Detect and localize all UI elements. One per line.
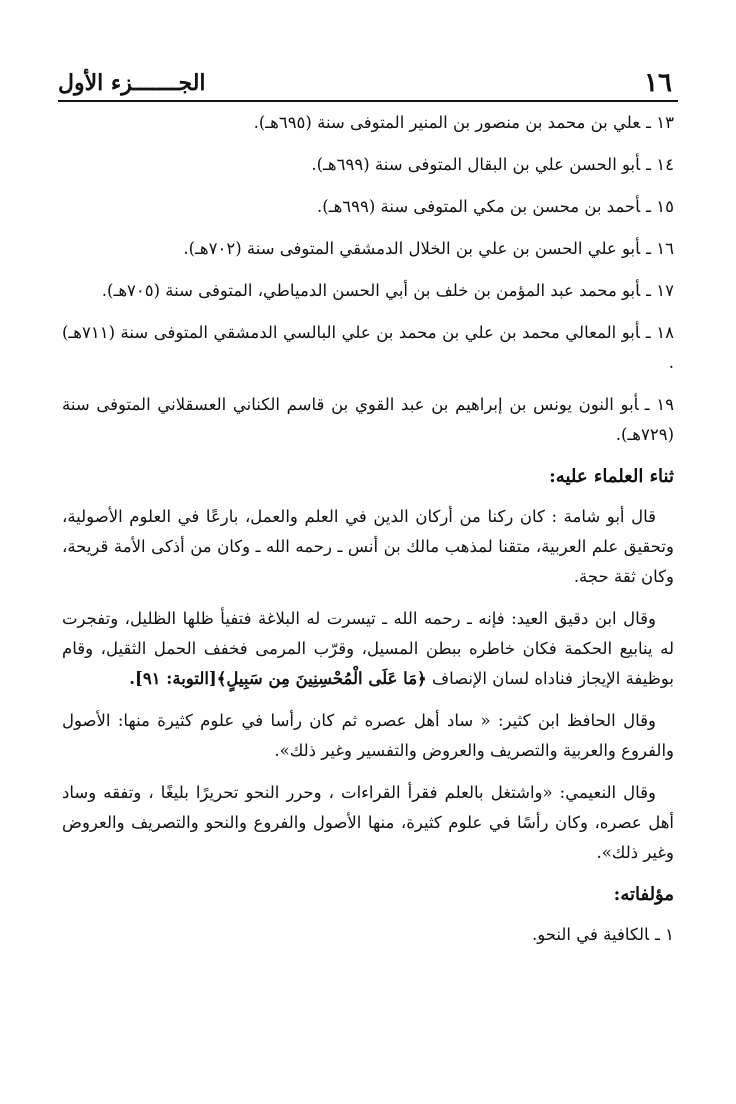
praise-heading: ثناء العلماء عليه: [549, 466, 674, 487]
page-body [62, 108, 674, 962]
entry-number: ١ ـ [655, 925, 674, 944]
entry-text: أبو علي الحسن بن علي بن الخلال الدمشقي المتوفى سنة (٧٠٢هـ). [183, 239, 641, 258]
entry-number: ١٧ ـ [646, 281, 674, 300]
running-title: الجـــــــزء الأول [58, 70, 206, 96]
entry-text: الكافية في النحو. [531, 925, 650, 944]
page-number: ١٦ [644, 68, 672, 98]
entry-text: علي بن محمد بن منصور بن المنير المتوفى سنة (٦٩٥هـ). [253, 113, 641, 132]
list-item [62, 390, 674, 450]
paragraph-text: وقال ابن دقيق العيد: فإنه ـ رحمه الله ـ تيسرت له البلاغة فتفيأ ظلها الظليل، وتفجرت له ينابيع الحكمة فكان خاطره ببطن المسيل، وقرّب المرمى فخفف الحمل الثقيل، وقام بوظيفة الإيجاز فناداه لسان الإنصاف [62, 609, 674, 688]
entry-number: ١٩ ـ [644, 395, 674, 414]
entry-number: ١٨ ـ [645, 323, 674, 342]
list-item [62, 192, 674, 222]
verse-reference: [التوبة: ٩١]. [129, 669, 217, 688]
list-item [62, 920, 674, 950]
entry-text: أحمد بن محسن بن مكي المتوفى سنة (٦٩٩هـ). [317, 197, 641, 216]
paragraph-abu-shama: قال أبو شامة : كان ركنا من أركان الدين في العلم والعمل، بارعًا في العلوم الأصولية، وتحقيق علم العربية، متقنا لمذهب مالك بن أنس ـ رحمه الله ـ وكان من أذكى الأمة قريحة، وكان ثقة حجة. [62, 507, 674, 586]
entry-number: ١٦ ـ [646, 239, 674, 258]
list-item [62, 108, 674, 138]
list-item [62, 234, 674, 264]
entry-text: أبو الحسن علي بن البقال المتوفى سنة (٦٩٩هـ). [311, 155, 641, 174]
quran-verse: ﴿مَا عَلَى الْمُحْسِنِينَ مِن سَبِيلٍ﴾ [216, 669, 427, 688]
list-item [62, 318, 674, 378]
paragraph-ibn-daqiq [62, 604, 674, 694]
list-item [62, 150, 674, 180]
paragraph-nuaimi: وقال النعيمي: «واشتغل بالعلم فقرأ القراءات ، وحرر النحو تحريرًا بليغًا ، وتفقه وساد أهل عصره، وكان رأسًا في علوم كثيرة، منها الأصول والفروع والنحو والتصريف والعروض وغير ذلك». [62, 783, 674, 862]
paragraph-ibn-kathir: وقال الحافظ ابن كثير: « ساد أهل عصره ثم كان رأسا في علوم كثيرة منها: الأصول والفروع والعربية والتصريف والعروض والتفسير وغير ذلك». [62, 711, 674, 760]
entry-text: أبو المعالي محمد بن علي بن محمد بن علي البالسي الدمشقي المتوفى سنة (٧١١هـ) . [62, 323, 674, 372]
works-heading: مؤلفاته: [613, 884, 674, 905]
entry-number: ١٥ ـ [646, 197, 674, 216]
entry-number: ١٣ ـ [646, 113, 674, 132]
entry-text: أبو محمد عبد المؤمن بن خلف بن أبي الحسن الدمياطي، المتوفى سنة (٧٠٥هـ). [101, 281, 641, 300]
page-header [58, 68, 678, 102]
list-item [62, 276, 674, 306]
entry-text: أبو النون يونس بن إبراهيم بن عبد القوي بن قاسم الكناني العسقلاني المتوفى سنة (٧٢٩هـ). [62, 395, 674, 444]
entry-number: ١٤ ـ [646, 155, 674, 174]
